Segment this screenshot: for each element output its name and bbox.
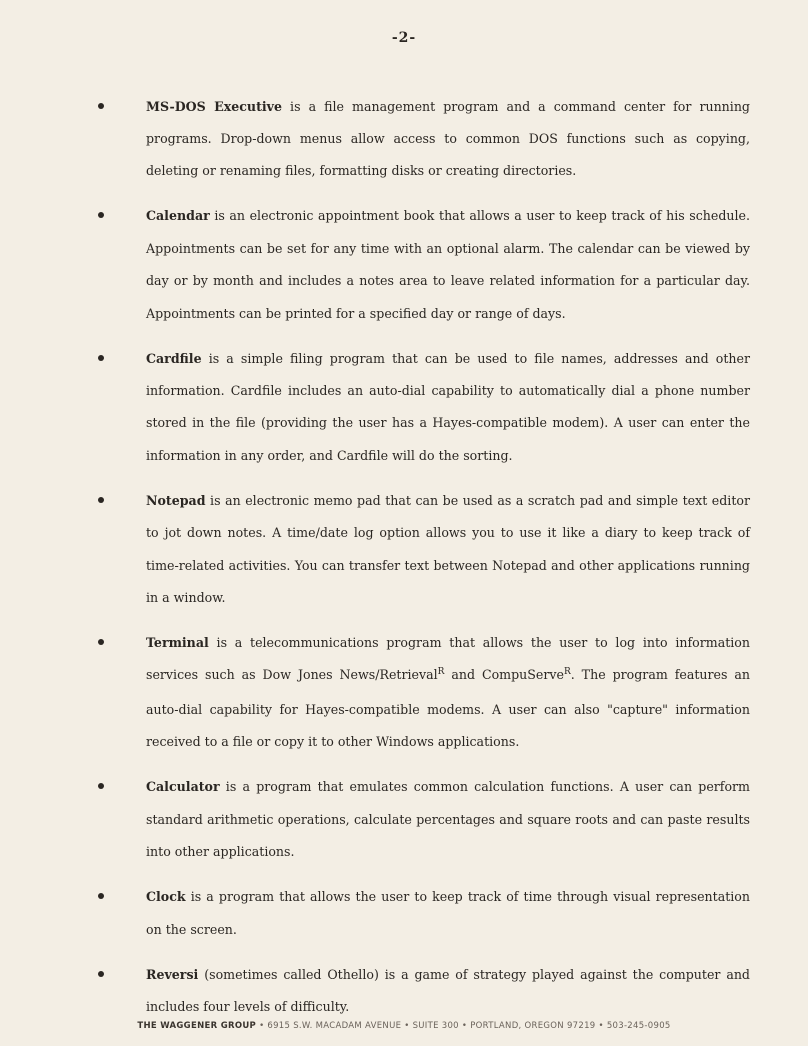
firm-name: THE WAGGENER GROUP <box>137 1021 257 1031</box>
list-item <box>0 91 808 188</box>
page-number: -2- <box>391 30 417 46</box>
list-item <box>0 881 808 946</box>
list-item <box>0 627 808 759</box>
list-item <box>0 959 808 1024</box>
item-term: Notepad <box>146 492 206 508</box>
item-paragraph <box>146 627 750 759</box>
item-paragraph <box>146 881 750 946</box>
bullet-icon <box>98 971 104 977</box>
item-text: is a telecommunications program that allows the user to log into information services such as Dow Jones News/Retrieval <box>146 635 750 683</box>
letterhead-footer <box>0 1021 808 1031</box>
item-term: Reversi <box>146 966 199 982</box>
registered-mark: R <box>563 667 571 678</box>
item-paragraph <box>146 485 750 615</box>
bullet-icon <box>98 103 104 109</box>
bullet-icon <box>98 893 104 899</box>
firm-address: • 6915 S.W. MACADAM AVENUE • SUITE 300 • PORTLAND, OREGON 97219 • 503-245-0905 <box>256 1021 671 1031</box>
feature-list <box>0 78 808 1036</box>
registered-mark: R <box>437 667 445 678</box>
item-term: Calculator <box>146 779 220 795</box>
item-paragraph <box>146 91 750 188</box>
item-term: Cardfile <box>146 350 202 366</box>
item-text: is a file management program and a command center for running programs. Drop-down menus allow access to common DOS functions such as copying, deleting or renaming files, formatting disks or creating directories. <box>146 98 750 179</box>
item-text: is an electronic memo pad that can be used as a scratch pad and simple text editor to jot down notes. A time/date log option allows you to use it like a diary to keep track of time-related activities. You can transfer text between Notepad and other applications running in a window. <box>146 492 750 606</box>
item-text: (sometimes called Othello) is a game of strategy played against the computer and includes four levels of difficulty. <box>146 966 750 1014</box>
item-text: . The program features an auto-dial capability for Hayes-compatible modems. A user can also "capture" information received to a file or copy it to other Windows applications. <box>146 667 750 750</box>
bullet-icon <box>98 783 104 789</box>
item-term: Clock <box>146 889 186 905</box>
bullet-icon <box>98 355 104 361</box>
item-paragraph <box>146 959 750 1024</box>
list-item <box>0 771 808 868</box>
bullet-icon <box>98 212 104 218</box>
list-item <box>0 200 808 330</box>
item-term: Calendar <box>146 208 210 224</box>
item-text: is a simple filing program that can be used to file names, addresses and other information. Cardfile includes an auto-dial capability to automatically dial a phone number stored in the file (providing the user has a Hayes-compatible modem). A user can enter the information in any order, and Cardfile will do the sorting. <box>146 350 750 463</box>
list-item <box>0 343 808 473</box>
list-item <box>0 485 808 615</box>
item-text: and CompuServe <box>444 667 564 683</box>
item-paragraph <box>146 200 750 330</box>
bullet-icon <box>98 497 104 503</box>
item-paragraph <box>146 771 750 868</box>
item-text: is a program that allows the user to keep track of time through visual representation on the screen. <box>146 889 750 937</box>
item-paragraph <box>146 343 750 473</box>
item-text: is a program that emulates common calculation functions. A user can perform standard arithmetic operations, calculate percentages and square roots and can paste results into other applications. <box>146 779 750 860</box>
bullet-icon <box>98 639 104 645</box>
item-text: is an electronic appointment book that allows a user to keep track of his schedule. Appointments can be set for any time with an optional alarm. The calendar can be viewed by day or by month and includes a notes area to leave related information for a particular day. Appointments can be printed for a specified day or range of days. <box>146 208 750 321</box>
item-term: Terminal <box>146 635 209 651</box>
item-term: MS-DOS Executive <box>146 98 283 114</box>
